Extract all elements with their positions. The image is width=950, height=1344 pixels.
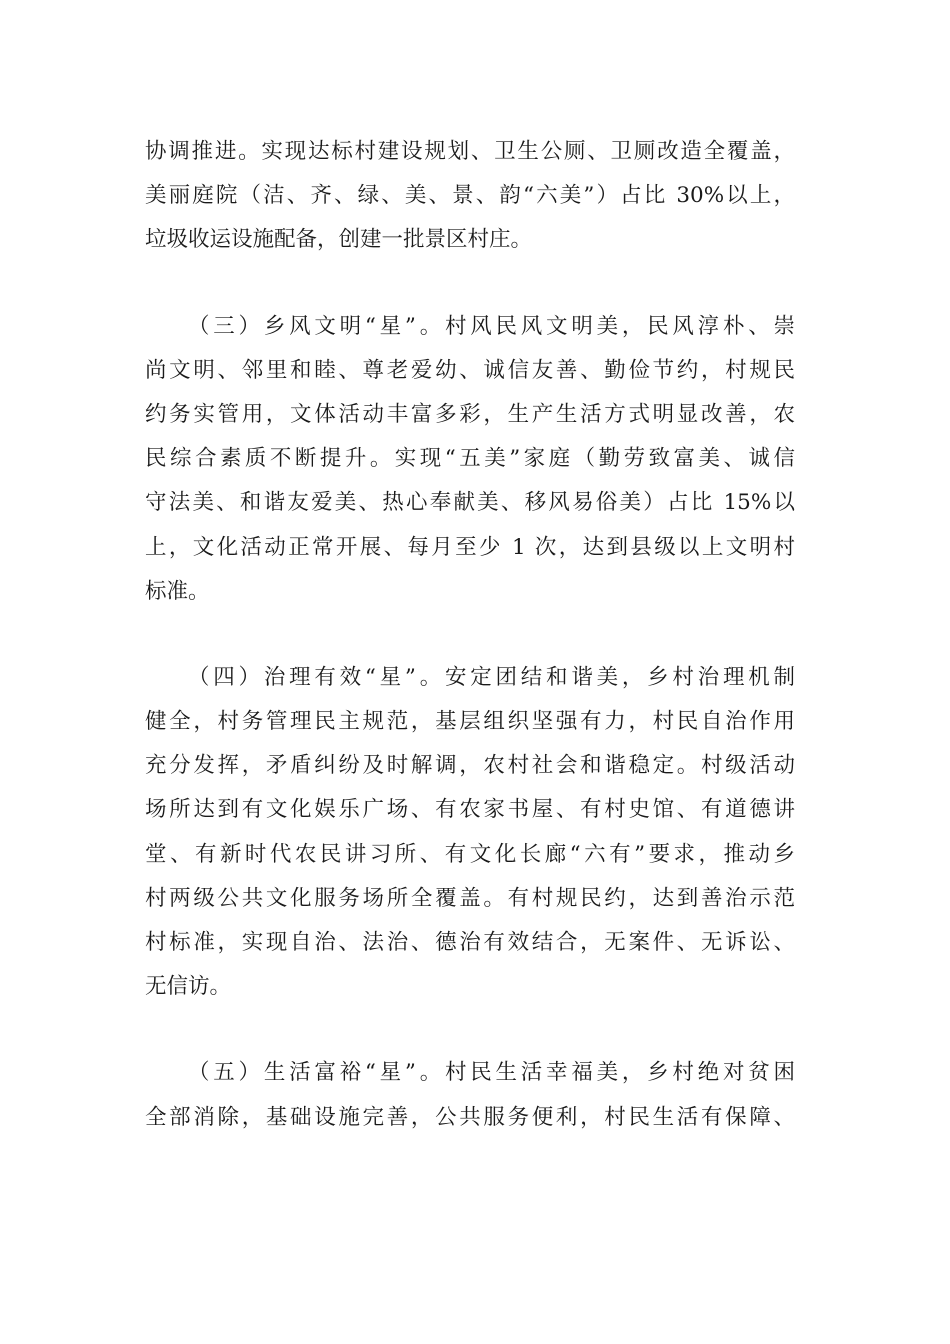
paragraph-section-five <box>145 1051 795 1139</box>
text-line: 标准。 <box>145 578 210 604</box>
paragraph-section-three <box>145 305 795 614</box>
document-body <box>145 130 795 1140</box>
text-line: 健全，村务管理民主规范，基层组织坚强有力，村民自治作用 <box>145 709 795 735</box>
paragraph-spacer <box>145 263 795 305</box>
text-line: 民综合素质不断提升。实现“五美”家庭（勤劳致富美、诚信 <box>145 446 795 472</box>
text-line: 村两级公共文化服务场所全覆盖。有村规民约，达到善治示范 <box>145 885 795 911</box>
text-line: （五）生活富裕“星”。村民生活幸福美，乡村绝对贫困 <box>188 1060 795 1086</box>
text-line: 堂、有新时代农民讲习所、有文化长廊“六有”要求，推动乡 <box>145 841 795 867</box>
text-line: 村标准，实现自治、法治、德治有效结合，无案件、无诉讼、 <box>145 930 795 955</box>
text-line: 场所达到有文化娱乐广场、有农家书屋、有村史馆、有道德讲 <box>145 797 795 823</box>
text-line: 约务实管用，文体活动丰富多彩，生产生活方式明显改善，农 <box>145 401 795 427</box>
text-line: （三）乡风文明“星”。村风民风文明美，民风淳朴、崇 <box>188 313 795 339</box>
paragraph-continuation <box>145 130 795 263</box>
text-line: 守法美、和谐友爱美、热心奉献美、移风易俗美）占比 15%以 <box>145 490 795 516</box>
text-line: （四）治理有效“星”。安定团结和谐美，乡村治理机制 <box>188 664 795 690</box>
text-line: 美丽庭院（洁、齐、绿、美、景、韵“六美”）占比 30%以上， <box>145 183 795 209</box>
text-line: 充分发挥，矛盾纠纷及时解调，农村社会和谐稳定。村级活动 <box>145 753 795 779</box>
text-line: 全部消除，基础设施完善，公共服务便利，村民生活有保障、 <box>145 1104 795 1130</box>
text-line: 无信访。 <box>145 974 232 1000</box>
text-line: 协调推进。实现达标村建设规划、卫生公厕、卫厕改造全覆盖， <box>145 139 795 164</box>
text-line: 尚文明、邻里和睦、尊老爱幼、诚信友善、勤俭节约，村规民 <box>145 357 795 383</box>
paragraph-spacer <box>145 1009 795 1051</box>
paragraph-section-four <box>145 656 795 1010</box>
text-line: 上，文化活动正常开展、每月至少 1 次，达到县级以上文明村 <box>145 534 795 560</box>
paragraph-spacer <box>145 614 795 656</box>
text-line: 垃圾收运设施配备，创建一批景区村庄。 <box>145 227 533 253</box>
